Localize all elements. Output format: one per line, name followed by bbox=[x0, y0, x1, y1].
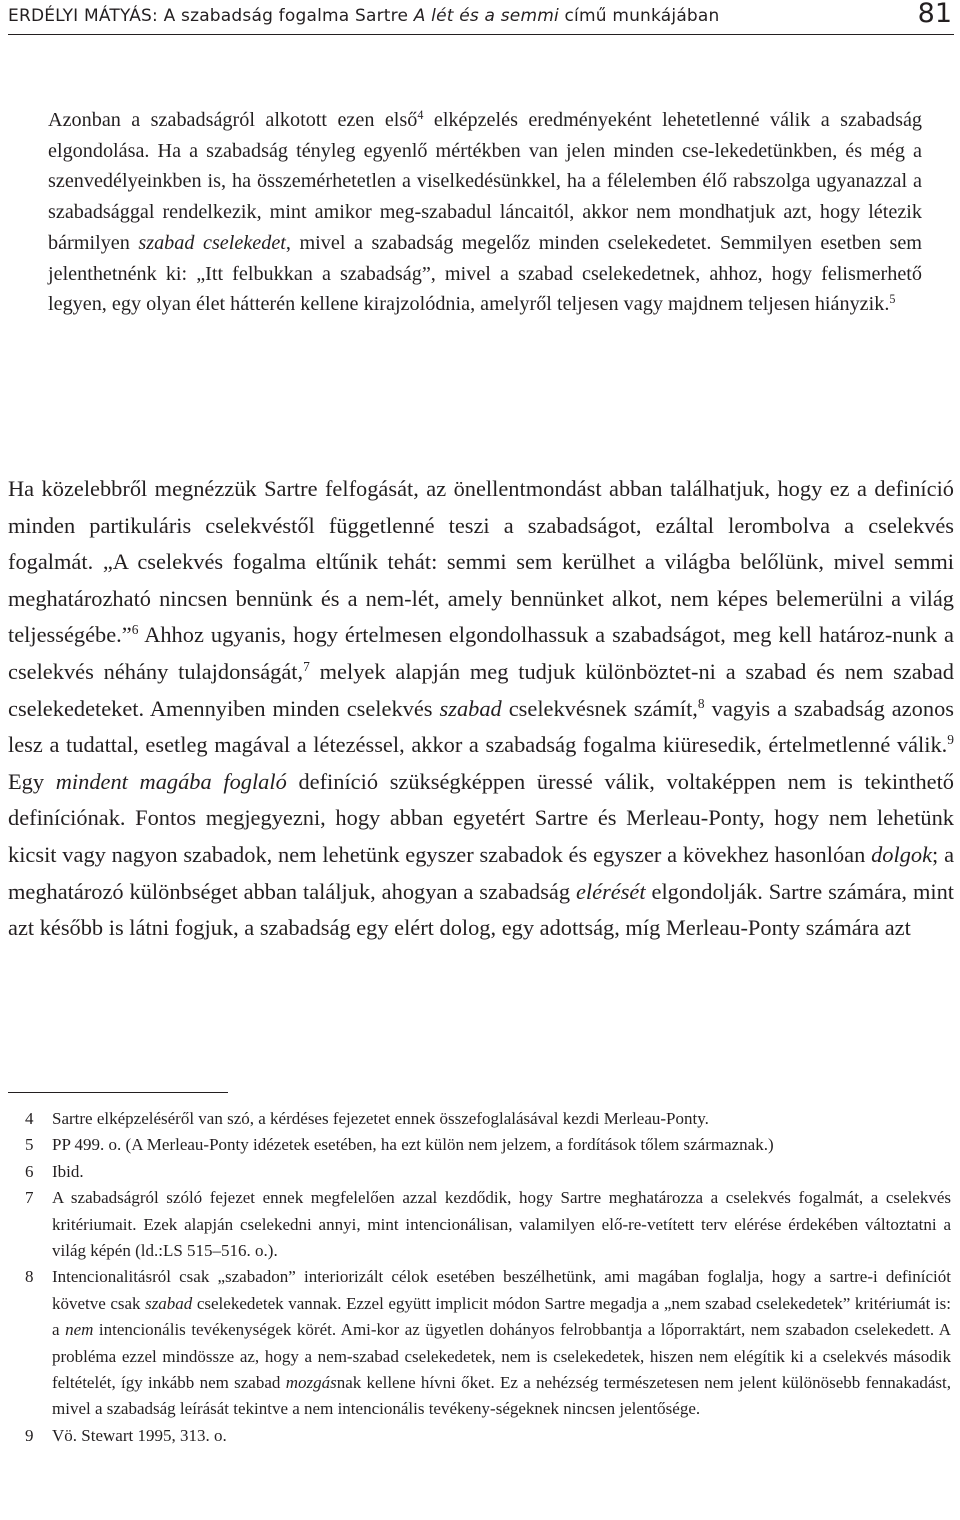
footnote-4: 4 Sartre elképzeléséről van szó, a kérdéses fejezetet ennek összefoglalásával kezdi Merleau-Ponty. bbox=[25, 1106, 951, 1132]
footnote-number: 9 bbox=[25, 1425, 34, 1445]
block-quote: Azonban a szabadságról alkotott ezen első$^4$ elképzelés eredményeként lehetetlenné válik a szabadság elgondolása. Ha a szabadság tényleg egyenlő mértékben van jelen minden cse-lekedetünkben, és még a szenvedélyeinkben is, ha összemérhetetlen a viselkedésünkkel, ha a félelemben élő rabszolga ugyanazzal a szabadsággal rendelkezik, mint amikor meg-szabadul láncaitól, akkor nem mondhatjuk azt, hogy létezik bármilyen szabad cselekedet, mivel a szabadság megelőz minden cselekedetet. Semmilyen esetben sem jelenthetnénk ki: „Itt felbukkan a szabadság”, mivel a szabad cselekedetnek, ahhoz, hogy felismerhető legyen, egy olyan élet hátterén kellene kirajzolódnia, amelyről teljesen vagy majdnem teljesen hiányzik.$^5$ bbox=[48, 107, 923, 316]
footnote-9: 9 Vö. Stewart 1995, 313. o. bbox=[25, 1423, 951, 1449]
footnote-number: 5 bbox=[25, 1135, 34, 1155]
footnote-ref-8[interactable]: 8 bbox=[697, 695, 705, 711]
page-number: 81 bbox=[917, 0, 952, 29]
footnotes-list bbox=[25, 1106, 951, 1449]
footnote-ref-9[interactable]: 9 bbox=[947, 732, 954, 748]
footnote-ref-7[interactable]: 7 bbox=[303, 658, 310, 674]
running-head bbox=[8, 0, 954, 35]
running-head-title: ERDÉLYI MÁTYÁS: A szabadság fogalma Sartre A lét és a semmi című munkájában bbox=[8, 6, 720, 26]
footnote-ref-6[interactable]: 6 bbox=[131, 622, 139, 638]
footnote-ref-5[interactable]: 5 bbox=[889, 291, 896, 306]
book-title: A lét és a semmi bbox=[413, 6, 559, 26]
footnote-5: 5 PP 499. o. (A Merleau-Ponty idézetek esetében, ha ezt külön nem jelzem, a fordítások tőlem származnak.) bbox=[25, 1132, 951, 1158]
footnote-number: 6 bbox=[25, 1161, 34, 1181]
footnote-divider bbox=[8, 1092, 228, 1093]
footnote-number: 8 bbox=[25, 1267, 34, 1287]
footnote-number: 7 bbox=[25, 1188, 34, 1208]
footnote-7: 7 A szabadságról szóló fejezet ennek megfelelően azzal kezdődik, hogy Sartre meghatározza a cselekvés fogalmát, a cselekvés kritériumait. Ezek alapján cselekedni annyi, mint intencionálisan, valamilyen elő-re-vetített terv elérése érdekében változtatni a világ képén (ld.:LS 515–516. o.). bbox=[25, 1185, 951, 1264]
footnote-6: 6 Ibid. bbox=[25, 1159, 951, 1185]
footnote-ref-4[interactable]: 4 bbox=[417, 107, 424, 122]
footnote-8: 8 Intencionalitásról csak „szabadon” interiorizált célok esetében beszélhetünk, ami magában foglalja, hogy a sartre-i definíciót követve csak szabad cselekedetek vannak. Ezzel együtt implicit módon Sartre megadja a „nem szabad cselekedetek” kritériumát is: a nem intencionális tevékenységek körét. Ami-kor az ügyetlen dohányos felrobbantja a lőporraktárt, nem szabadon cselekedett. A probléma ezzel mindössze az, hogy a nem-szabad cselekedetek, nem is cselekedetek, hiszen nem elégítik ki a cselekvés második feltételét, így inkább nem szabad mozgásnak kellene hívni őket. Ez a nehézség természetesen nem jelent különösebb fennakadást, mivel a szabadság leírását tekintve a nem intencionális tevékeny-ségeknek nincsen jelentősége. bbox=[25, 1264, 951, 1422]
body-paragraph: Ha közelebbről megnézzük Sartre felfogását, az önellentmondást abban találhatjuk, hogy ez a definíció minden partikuláris cselekvéstől függetlenné teszi a szabadságot, ezáltal lerombolva a cselekvés fogalmát. „A cselekvés fogalma eltűnik tehát: semmi sem kerülhet a világba belőlünk, mivel semmi meghatározható nincsen bennünk és a nem-lét, amely bennünket alkot, nem képes belemerülni a világ teljességébe.”$^6$ Ahhoz ugyanis, hogy értelmesen elgondolhassuk a szabadságot, meg kell határoz-nunk a cselekvés néhány tulajdonságát,$^7$ melyek alapján meg tudjuk különböztet-ni a szabad és nem szabad cselekedeteket. Amennyiben minden cselekvés szabad cselekvésnek számít,$^8$ vagyis a szabadság azonos lesz a tudattal, esetleg magával a létezéssel, akkor a szabadság fogalma kiüresedik, értelmetlenné válik.$^9$ Egy mindent magába foglaló definíció szükségképpen üressé válik, voltaképpen nem is tekinthető definíciónak. Fontos megjegyezni, hogy abban egyetért Sartre és Merleau-Ponty, hogy nem lehetünk kicsit vagy nagyon szabadok, nem lehetünk egyszer szabadok és egyszer a kövekhez hasonlóan dolgok; a meghatározó különbséget abban találjuk, ahogyan a szabadság elérését elgondolják. Sartre számára, mint azt később is látni fogjuk, a szabadság egy elért dolog, egy adottság, míg Merleau-Ponty számára azt bbox=[8, 476, 955, 941]
footnote-number: 4 bbox=[25, 1109, 34, 1128]
